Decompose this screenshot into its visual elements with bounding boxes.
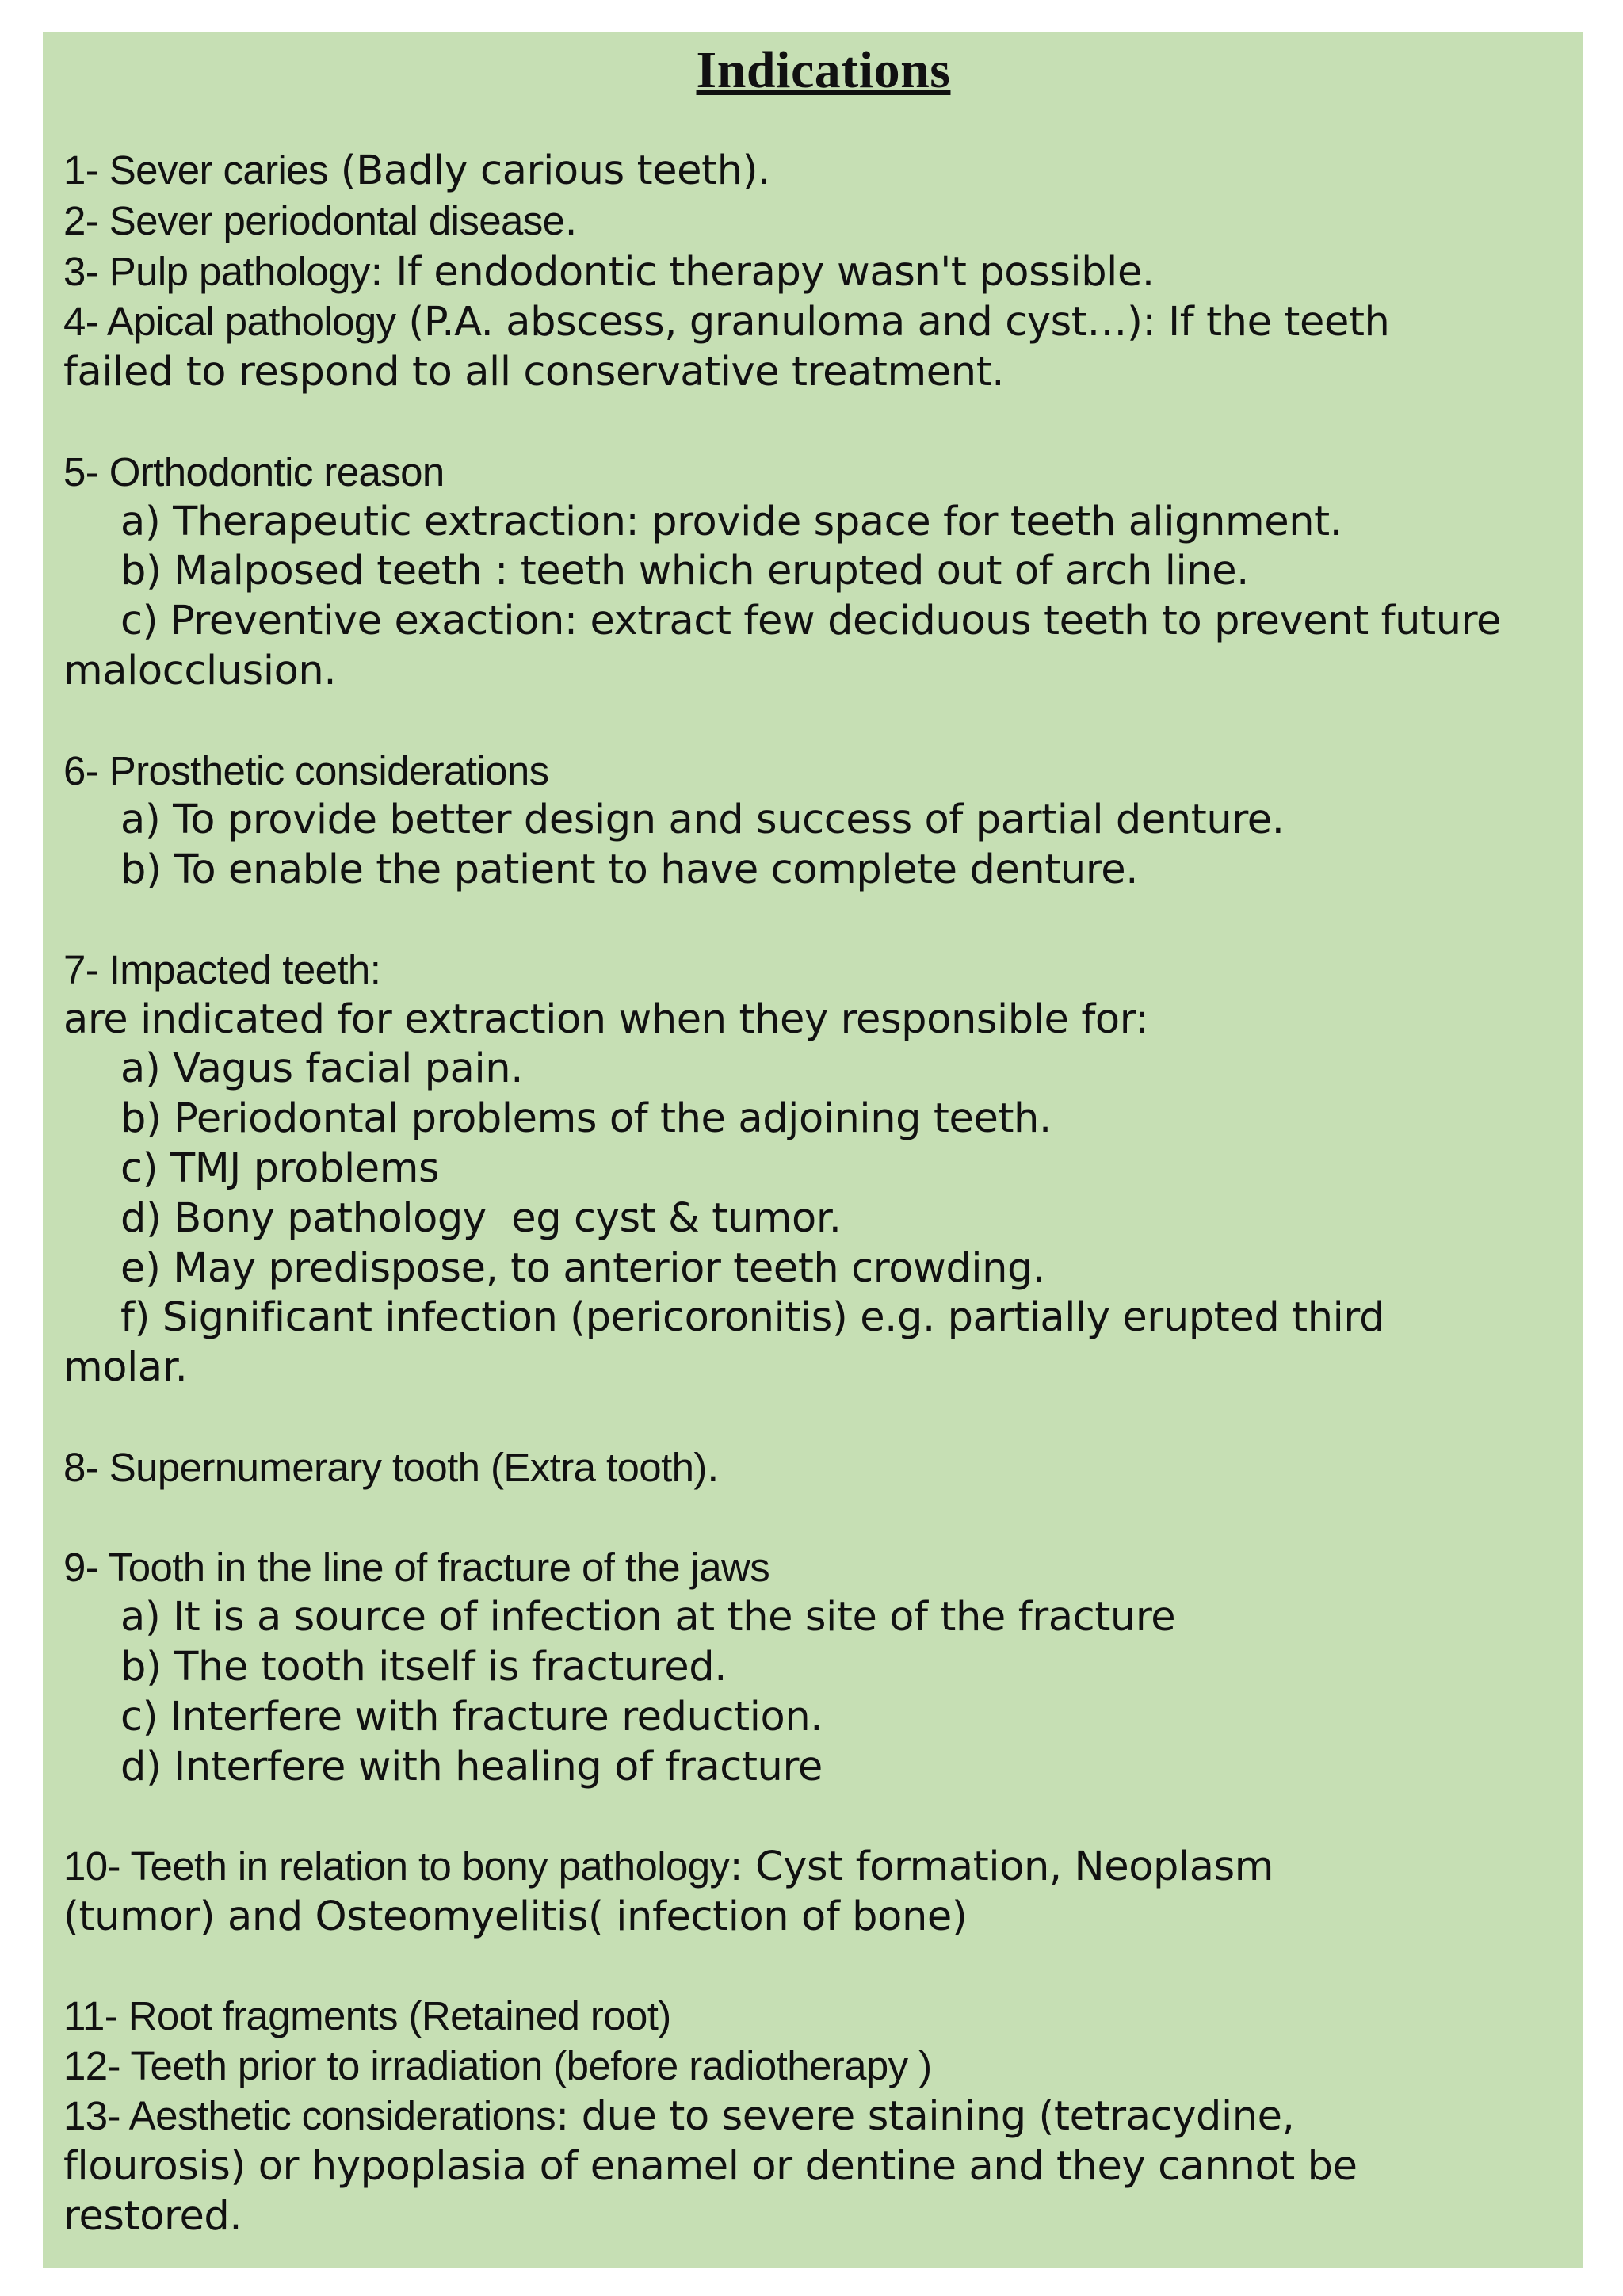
item-5-c: c) Preventive exaction: extract few deciduous teeth to prevent future (120, 598, 1502, 645)
item-12-heading: 12- Teeth prior to irradiation (before radiotherapy ) (63, 2043, 932, 2089)
item-4-heading: 4- Apical pathology (63, 299, 396, 345)
item-7-intro: are indicated for extraction when they responsible for: (63, 995, 1149, 1043)
item-13-heading: 13- Aesthetic considerations (63, 2093, 556, 2139)
spacer (63, 1792, 1583, 1842)
item-7-c: c) TMJ problems (120, 1144, 440, 1192)
item-3 (63, 247, 1583, 298)
item-7-a: a) Vagus facial pain. (120, 1045, 524, 1093)
item-2 (63, 197, 1583, 247)
item-1-text: (Badly carious teeth). (327, 147, 770, 194)
spacer (63, 1393, 1583, 1443)
item-9-d: d) Interfere with healing of fracture (120, 1743, 823, 1790)
item-2-text: . (564, 197, 578, 245)
item-7-b: b) Periodontal problems of the adjoining teeth. (120, 1095, 1052, 1143)
item-10-continuation: (tumor) and Osteomyelitis( infection of bone) (63, 1893, 968, 1940)
item-1 (63, 146, 1583, 197)
item-4 (63, 297, 1583, 348)
item-3-heading: 3- Pulp pathology (63, 248, 370, 294)
item-3-text: : If endodontic therapy wasn't possible. (369, 248, 1155, 296)
item-10 (63, 1842, 1583, 1893)
item-13-continuation-2: restored. (63, 2192, 242, 2240)
item-10-heading: 10- Teeth in relation to bony pathology (63, 1843, 730, 1889)
item-1-heading: 1- Sever caries (63, 147, 328, 193)
indications-panel (43, 32, 1583, 2268)
item-9-c: c) Interfere with fracture reduction. (120, 1693, 823, 1740)
item-5-c-continuation: malocclusion. (63, 647, 337, 694)
item-7-f: f) Significant infection (pericoronitis) e.g. partially erupted third (120, 1294, 1385, 1342)
item-4-continuation: failed to respond to all conservative treatment. (63, 349, 1005, 396)
item-5-b: b) Malposed teeth : teeth which erupted out of arch line. (120, 548, 1249, 595)
item-13-text: : due to severe staining (tetracydine, (556, 2093, 1295, 2141)
spacer (63, 697, 1583, 747)
spacer (63, 1943, 1583, 1992)
item-8-heading: 8- Supernumerary tooth (Extra tooth) (63, 1444, 707, 1490)
item-6-a: a) To provide better design and success of partial denture. (120, 797, 1285, 844)
spacer (63, 398, 1583, 448)
item-2-heading: 2- Sever periodontal disease (63, 197, 565, 243)
page-title: Indications (696, 41, 951, 99)
item-13-continuation-1: flourosis) or hypoplasia of enamel or dentine and they cannot be (63, 2142, 1358, 2190)
item-7-f-continuation: molar. (63, 1344, 188, 1392)
spacer (63, 1494, 1583, 1544)
item-6-heading: 6- Prosthetic considerations (63, 747, 549, 793)
item-13 (63, 2092, 1583, 2142)
item-5-a: a) Therapeutic extraction: provide space for teeth alignment. (120, 498, 1342, 545)
item-11-heading: 11- Root fragments (Retained root) (63, 1993, 671, 2039)
item-9-b: b) The tooth itself is fractured. (120, 1643, 727, 1690)
item-6-b: b) To enable the patient to have complete denture. (120, 846, 1139, 894)
item-4-text: (P.A. abscess, granuloma and cyst…): If the teeth (395, 299, 1390, 346)
item-10-text: : Cyst formation, Neoplasm (729, 1843, 1274, 1891)
item-9-heading: 9- Tooth in the line of fracture of the jaws (63, 1545, 770, 1591)
item-5-heading: 5- Orthodontic reason (63, 449, 445, 495)
item-7-heading: 7- Impacted teeth: (63, 946, 381, 992)
item-8-text: . (706, 1444, 720, 1492)
item-7-e: e) May predispose, to anterior teeth crowding. (120, 1244, 1045, 1292)
item-8 (63, 1443, 1583, 1494)
item-9-a: a) It is a source of infection at the site of the fracture (120, 1594, 1176, 1641)
spacer (63, 896, 1583, 946)
item-7-d: d) Bony pathology eg cyst & tumor. (120, 1194, 842, 1242)
